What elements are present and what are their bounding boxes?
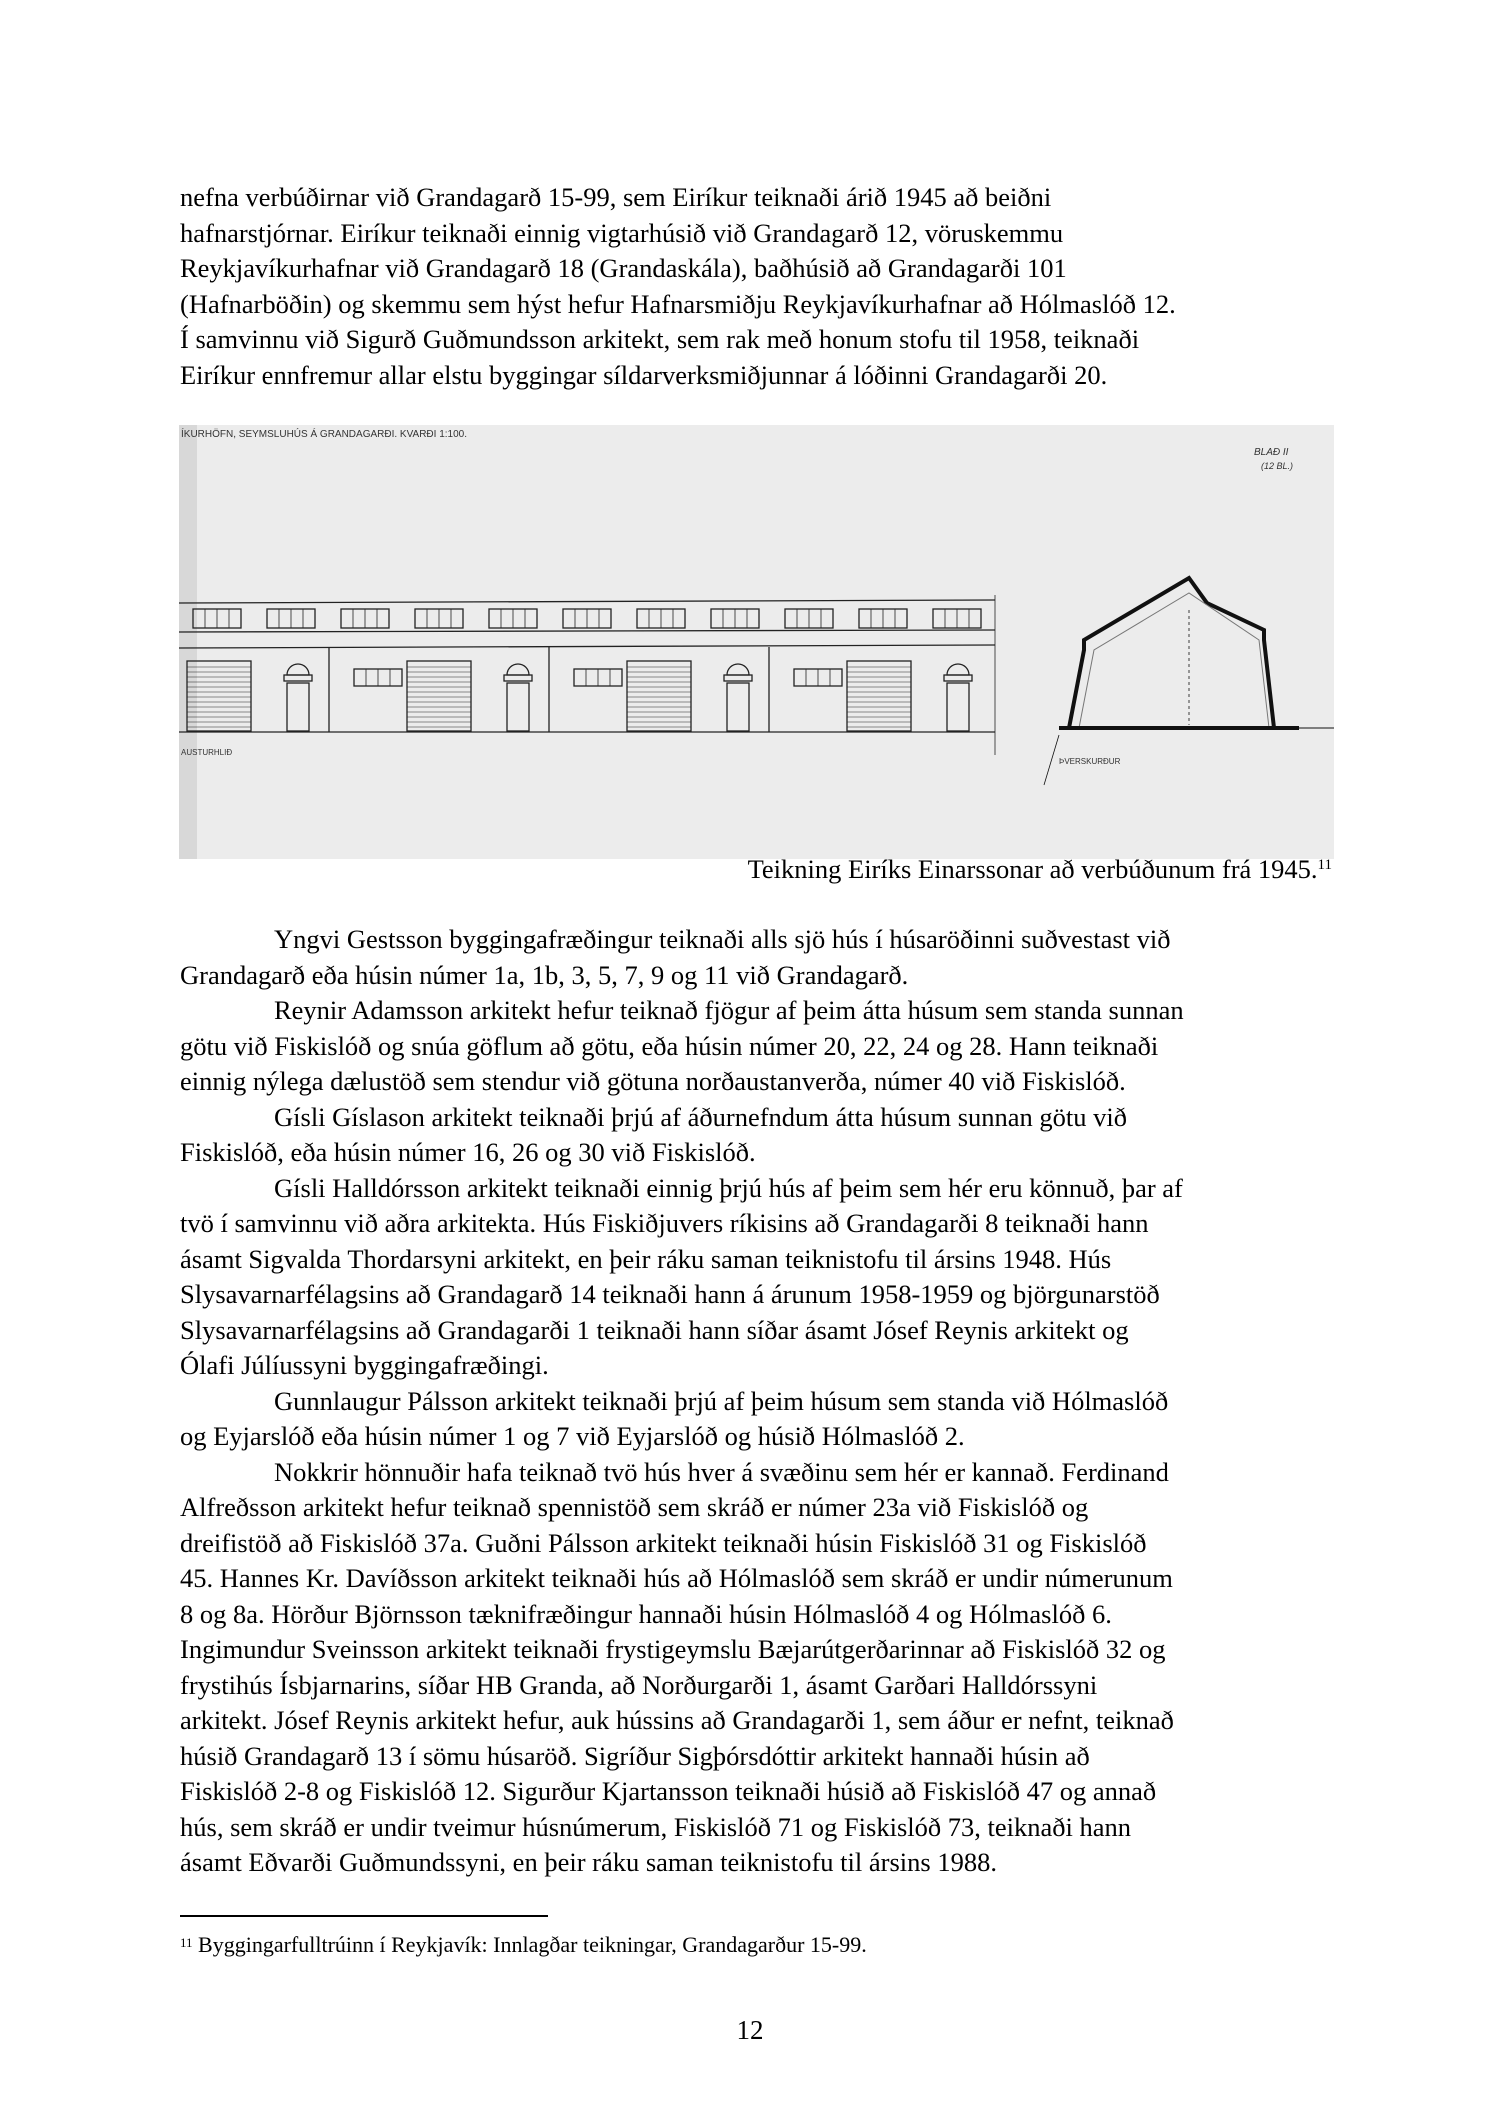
text-line: Slysavarnarfélagsins að Grandagarði 1 teiknaði hann síðar ásamt Jósef Reynis arkitekt og xyxy=(180,1314,1129,1345)
text-line: og Eyjarslóð eða húsin númer 1 og 7 við Eyjarslóð og húsið Hólmaslóð 2. xyxy=(180,1421,965,1451)
caption-text: Teikning Eiríks Einarssonar að verbúðunum frá 1945. xyxy=(747,854,1318,884)
text-line: Slysavarnarfélagsins að Grandagarð 14 teiknaði hann á árunum 1958-1959 og björgunarstöð xyxy=(180,1279,1160,1309)
text-line: tvö í samvinnu við aðra arkitekta. Hús Fiskiðjuvers ríkisins að Grandagarði 8 teiknaði hann xyxy=(180,1208,1149,1238)
text-line: einnig nýlega dælustöð sem stendur við götuna norðaustanverða, númer 40 við Fiskislóð. xyxy=(180,1066,1126,1096)
text-line: 8 og 8a. Hörður Björnsson tæknifræðingur hannaði húsin Hólmaslóð 4 og Hólmaslóð 6. xyxy=(180,1598,1112,1629)
elevation-and-section-drawing xyxy=(179,425,1334,859)
text-line: dreifistöð að Fiskislóð 37a. Guðni Pálsson arkitekt teiknaði húsin Fiskislóð 31 og Fiskislóð xyxy=(180,1527,1147,1558)
section-label: ÞVERSKURÐUR xyxy=(1059,757,1121,766)
text-line: ásamt Eðvarði Guðmundssyni, en þeir ráku saman teiknistofu til ársins 1988. xyxy=(180,1847,997,1877)
text-line: Reynir Adamsson arkitekt hefur teiknað fjögur af þeim átta húsum sem standa sunnan xyxy=(274,995,1184,1025)
cross-section xyxy=(1044,578,1334,785)
page-number: 12 xyxy=(736,2015,764,2045)
text-line: frystihús Ísbjarnarins, síðar HB Granda, að Norðurgarði 1, ásamt Garðari Halldórssyni xyxy=(180,1669,1098,1700)
footnote xyxy=(180,1930,867,1960)
architectural-drawing-figure xyxy=(179,425,1334,859)
text-line: arkitekt. Jósef Reynis arkitekt hefur, auk hússins að Grandagarði 1, sem áður er nefnt, teiknað xyxy=(180,1705,1174,1735)
text-line: götu við Fiskislóð og snúa göflum að götu, eða húsin númer 20, 22, 24 og 28. Hann teiknaði xyxy=(180,1030,1159,1061)
text-line: Alfreðsson arkitekt hefur teiknað spennistöð sem skráð er númer 23a við Fiskislóð og xyxy=(180,1492,1089,1522)
footnote-reference[interactable]: 11 xyxy=(1317,857,1332,873)
figure-caption xyxy=(748,852,1332,887)
text-line: Gísli Gíslason arkitekt teiknaði þrjú af áðurnefndum átta húsum sunnan götu við xyxy=(274,1101,1127,1132)
text-line: Nokkrir hönnuðir hafa teiknað tvö hús hver á svæðinu sem hér er kannað. Ferdinand xyxy=(274,1456,1169,1487)
footnote-number: 11 xyxy=(180,1935,193,1950)
text-line: Ólafi Júlíussyni byggingafræðingi. xyxy=(180,1350,549,1380)
text-line: Fiskislóð 2-8 og Fiskislóð 12. Sigurður Kjartansson teiknaði húsið að Fiskislóð 47 og annað xyxy=(180,1776,1157,1806)
intro-paragraph xyxy=(180,180,1340,393)
text-line: Eiríkur ennfremur allar elstu byggingar síldarverksmiðjunnar á lóðinni Grandagarði 20. xyxy=(180,359,1108,390)
text-line: hafnarstjórnar. Eiríkur teiknaði einnig vigtarhúsið við Grandagarð 12, vöruskemmu xyxy=(180,217,1064,248)
text-line: hús, sem skráð er undir tveimur húsnúmerum, Fiskislóð 71 og Fiskislóð 73, teiknaði hann xyxy=(180,1811,1131,1842)
drawing-title: ÍKURHÖFN, SEYMSLUHÚS Á GRANDAGARÐI. KVARÐI 1:100. xyxy=(181,429,467,440)
text-line: Gísli Halldórsson arkitekt teiknaði einnig þrjú hús af þeim sem hér eru könnuð, þar af xyxy=(274,1172,1183,1203)
sheet-label: BLAÐ II xyxy=(1254,447,1289,458)
elevation-label: AUSTURHLIÐ xyxy=(181,748,233,757)
text-line: nefna verbúðirnar við Grandagarð 15-99, sem Eiríkur teiknaði árið 1945 að beiðni xyxy=(180,182,1052,212)
sheet-count: (12 BL.) xyxy=(1261,461,1294,471)
footnote-text: Byggingarfulltrúinn í Reykjavík: Innlagðar teikningar, Grandagarður 15-99. xyxy=(198,1932,867,1957)
footnote-separator xyxy=(180,1915,548,1917)
text-line: ásamt Sigvalda Thordarsyni arkitekt, en þeir ráku saman teiknistofu til ársins 1948. Hús xyxy=(180,1243,1112,1274)
text-line: Fiskislóð, eða húsin númer 16, 26 og 30 við Fiskislóð. xyxy=(180,1137,756,1167)
text-line: Grandagarð eða húsin númer 1a, 1b, 3, 5, 7, 9 og 11 við Grandagarð. xyxy=(180,959,909,990)
text-line: 45. Hannes Kr. Davíðsson arkitekt teiknaði hús að Hólmaslóð sem skráð er undir númerunum xyxy=(180,1563,1173,1593)
text-line: Gunnlaugur Pálsson arkitekt teiknaði þrjú af þeim húsum sem standa við Hólmaslóð xyxy=(274,1385,1169,1416)
text-line: Yngvi Gestsson byggingafræðingur teiknaði alls sjö hús í húsaröðinni suðvestast við xyxy=(274,924,1171,954)
text-line: Í samvinnu við Sigurð Guðmundsson arkitekt, sem rak með honum stofu til 1958, teiknaði xyxy=(180,324,1140,354)
east-elevation xyxy=(179,595,995,755)
main-paragraphs xyxy=(180,922,1340,1881)
text-line: húsið Grandagarð 13 í sömu húsaröð. Sigríður Sigþórsdóttir arkitekt hannaði húsin að xyxy=(180,1740,1090,1771)
text-line: (Hafnarböðin) og skemmu sem hýst hefur Hafnarsmiðju Reykjavíkurhafnar að Hólmaslóð 12. xyxy=(180,288,1176,319)
text-line: Ingimundur Sveinsson arkitekt teiknaði frystigeymslu Bæjarútgerðarinnar að Fiskislóð 32 og xyxy=(180,1634,1166,1664)
text-line: Reykjavíkurhafnar við Grandagarð 18 (Grandaskála), baðhúsið að Grandagarði 101 xyxy=(180,253,1067,283)
